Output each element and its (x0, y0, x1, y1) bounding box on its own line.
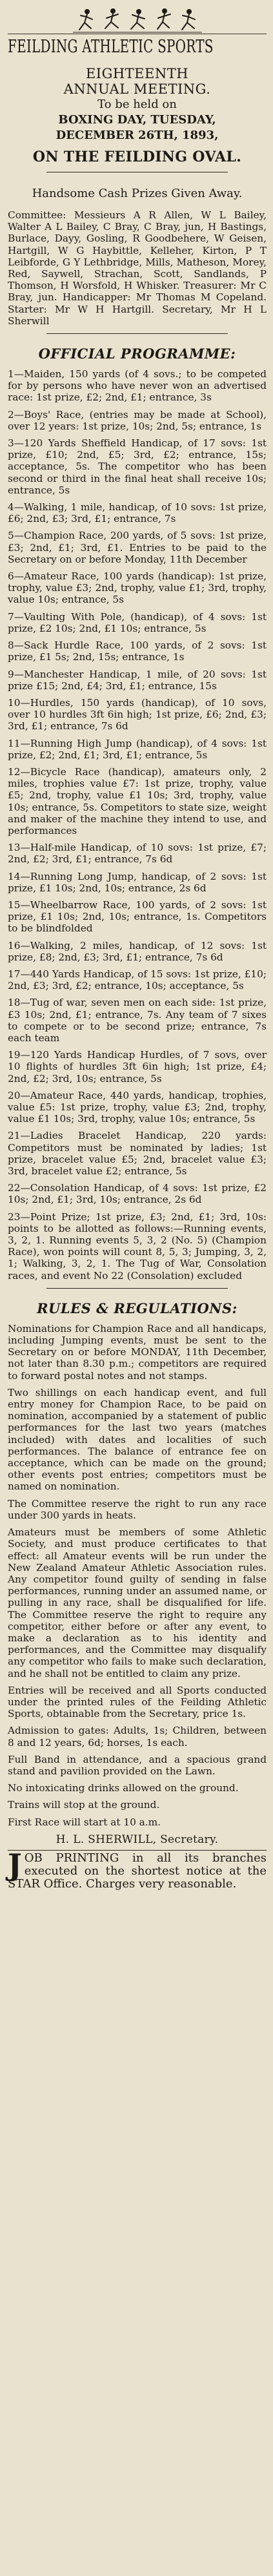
programme-item: 18—Tug of war, seven men on each side: 1st prize, £3 10s; 2nd, £1; entrance, 7s. Any team of 7 sixes to compete or to be second prize; entrance, 7s each team (8, 997, 267, 1044)
rules-paragraph: Two shillings on each handicap event, and full entry money for Champion Race, to be paid on nomination, accompanied by a statement of public performances for the last two years (matches included) with dates and localities of such performances. The balance of entrance fee on acceptance, which can be made on the ground; other events post entries; competitors must be named on nomination. (8, 1386, 267, 1493)
programme-item: 14—Running Long Jump, handicap, of 2 sovs: 1st prize, £1 10s; 2nd, 10s; entrance, 2s 6d (8, 870, 267, 894)
programme-item: 10—Hurdles, 150 yards (handicap), of 10 sovs, over 10 hurdles 3ft 6in high; 1st prize, £6; 2nd, £3; 3rd, £1; entrance, 7s 6d (8, 696, 267, 732)
divider (46, 1288, 228, 1289)
secretary-signature: H. L. SHERWILL, Secretary. (56, 1833, 219, 1846)
programme-list (8, 368, 267, 1282)
runners-icon (73, 6, 202, 34)
programme-item: 16—Walking, 2 miles, handicap, of 12 sovs: 1st prize, £8; 2nd, £3; 3rd, £1; entrance, 7s 6d (8, 939, 267, 963)
committee-paragraph: Committee: Messieurs A R Allen, W L Bailey, Walter A L Bailey, C Bray, C Bray, jun, H Bastings, Burlace, Dayy, Gosling, R Goodbehere, W Geisen, Hartgill, W G Haybittle, Kelleher, Kirton, P T Leibforde, G Y Lethbridge, Mills, Matheson, Morey, Red, Saywell, Strachan, Scott, Sandlands, P Thomson, H Worsfold, H Whisker. Treasurer: Mr C Bray, jun. Handicapper: Mr Thomas M Copeland. Starter: Mr W H Hartgill. Secretary, Mr H L Sherwill (8, 209, 267, 327)
header-venue: ON THE FEILDING OVAL. (32, 149, 242, 165)
job-printing-dropcap: J (8, 1847, 22, 1882)
programme-item: 11—Running High Jump (handicap), of 4 sovs: 1st prize, £2; 2nd, £1; 3rd, £1; entrance, 5s (8, 737, 267, 761)
rules-paragraph: Amateurs must be members of some Athletic Society, and must produce certificates to that effect: all Amateur events will be run under the New Zealand Amateur Athletic Association rules. Any competitor found guilty of sending in false performances, running under an assumed name, or pulling in any race, shall be disqualified for life. The Committee reserve the right to require any competitor, either before or after any event, to make a declaration as to his identity and performances, and the Committee may disqualify any competitor who fails to make such declaration, and he shall not be entitled to claim any prize. (8, 1526, 267, 1679)
programme-item: 9—Manchester Handicap, 1 mile, of 20 sovs: 1st prize £15; 2nd, £4; 3rd, £1; entrance, 15s (8, 668, 267, 692)
programme-item: 12—Bicycle Race (handicap), amateurs only, 2 miles, trophies value £7: 1st prize, trophy, value £5; 2nd, trophy, value £1 10s; 3rd, trophy, value 10s; entrance, 5s. Competitors to state size, weight and maker of the machine they intend to use, and performances (8, 765, 267, 836)
rules-paragraph: Entries will be received and all Sports conducted under the printed rules of the Feilding Athletic Sports, obtainable from the Secretary, price 1s. (8, 1684, 267, 1720)
header-date: BOXING DAY, TUESDAY, DECEMBER 26TH, 1893, (56, 113, 219, 142)
rules-paragraph: The Committee reserve the right to run any race under 300 yards in heats. (8, 1497, 267, 1521)
programme-item: 4—Walking, 1 mile, handicap, of 10 sovs: 1st prize, £6; 2nd, £3; 3rd, £1; entrance, 7s (8, 501, 267, 525)
rules-list (8, 1323, 267, 1828)
programme-item: 2—Boys' Race, (entries may be made at School), over 12 years: 1st prize, 10s; 2nd, 5s; entrance, 1s (8, 408, 267, 432)
programme-item: 19—120 Yards Handicap Hurdles, of 7 sovs, over 10 flights of hurdles 3ft 6in high; 1st prize, £4; 2nd, £2; 3rd, 10s; entrance, 5s (8, 1049, 267, 1085)
programme-item: 23—Point Prize; 1st prize, £3; 2nd, £1; 3rd, 10s: points to be allotted as follows:—Running events, 3, 2, 1. Running events 5, 3, 2 (No. 5) (Champion Race), won points will count 8, 5, 3; Jumping, 3, 2, 1; Walking, 3, 2, 1. The Tug of War, Consolation races, and event No 22 (Consolation) excluded (8, 1210, 267, 1282)
job-printing-notice (8, 1847, 267, 1891)
programme-item: 3—120 Yards Sheffield Handicap, of 17 sovs: 1st prize, £10; 2nd, £5; 3rd, £2; entrance, 15s; acceptance, 5s. The competitor who has been second or third in the final heat shall receive 10s; entrance, 5s (8, 437, 267, 496)
programme-item: 8—Sack Hurdle Race, 100 yards, of 2 sovs: 1st prize, £1 5s; 2nd, 15s; entrance, 1s (8, 639, 267, 663)
programme-item: 5—Champion Race, 200 yards, of 5 sovs: 1st prize, £3; 2nd, £1; 3rd, £1. Entries to be paid to the Secretary on or before Monday, 11th December (8, 530, 267, 565)
rules-paragraph: Nominations for Champion Race and all handicaps, including Jumping events, must be sent to the Secretary on or before MONDAY, 11th December, not later than 8.30 p.m.; competitors are required to forward postal notes and not stamps. (8, 1322, 267, 1382)
programme-item: 13—Half-mile Handicap, of 10 sovs: 1st prize, £7; 2nd, £2; 3rd, £1; entrance, 7s 6d (8, 842, 267, 866)
divider (46, 333, 228, 334)
programme-item: 15—Wheelbarrow Race, 100 yards, of 2 sovs: 1st prize, £1 10s; 2nd, 10s; entrance, 1s. Competitors to be blindfolded (8, 898, 267, 935)
rules-title: RULES & REGULATIONS: (37, 1300, 238, 1316)
programme-item: 1—Maiden, 150 yards (of 4 sovs.; to be competed for by persons who have never won an advertised race: 1st prize, £2; 2nd, £1; entrance, 3s (8, 368, 267, 404)
divider (8, 1850, 267, 1851)
prizes-note: Handsome Cash Prizes Given Away. (32, 187, 243, 200)
job-printing-text: OB PRINTING in all its branches executed on the shortest notice at the STAR Office. Charges very reasonable. (8, 1851, 267, 1891)
programme-title: OFFICIAL PROGRAMME: (38, 346, 236, 362)
programme-item: 7—Vaulting With Pole, (handicap), of 4 sovs: 1st prize, £2 10s; 2nd, £1 10s; entrance, 5s (8, 610, 267, 634)
header-eighteenth: EIGHTEENTH (85, 66, 189, 81)
header-to-be-held: To be held on (97, 98, 177, 111)
programme-item: 20—Amateur Race, 440 yards, handicap, trophies, value £5: 1st prize, trophy, value £3; 2nd, trophy, value £1 10s; 3rd, trophy, value 10s; entrance, 5s (8, 1089, 267, 1125)
runners-illustration-banner (8, 4, 267, 34)
masthead-title: FEILDING ATHLETIC SPORTS (8, 37, 214, 57)
programme-item: 6—Amateur Race, 100 yards (handicap): 1st prize, trophy, value £3; 2nd, trophy, value £1; 3rd, trophy, value 10s; entrance, 5s (8, 570, 267, 606)
rules-paragraph: Full Band in attendance, and a spacious grand stand and pavilion provided on the Lawn. (8, 1753, 267, 1777)
programme-item: 17—440 Yards Handicap, of 15 sovs: 1st prize, £10; 2nd, £3; 3rd, £2; entrance, 10s; acceptance, 5s (8, 968, 267, 992)
rules-paragraph: First Race will start at 10 a.m. (8, 1816, 161, 1828)
rules-paragraph: No intoxicating drinks allowed on the ground. (8, 1782, 239, 1794)
programme-item: 21—Ladies Bracelet Handicap, 220 yards: Competitors must be nominated by ladies; 1st prize, bracelet value £5; 2nd, bracelet value £3; 3rd, bracelet value £2; entrance, 5s (8, 1130, 267, 1178)
rules-paragraph: Admission to gates: Adults, 1s; Children, between 8 and 12 years, 6d; horses, 1s each. (8, 1725, 267, 1749)
header-annual-meeting: ANNUAL MEETING. (63, 81, 211, 97)
programme-item: 22—Consolation Handicap, of 4 sovs: 1st prize, £2 10s; 2nd, £1; 3rd, 10s; entrance, 2s 6d (8, 1182, 267, 1206)
rules-paragraph: Trains will stop at the ground. (8, 1799, 160, 1811)
